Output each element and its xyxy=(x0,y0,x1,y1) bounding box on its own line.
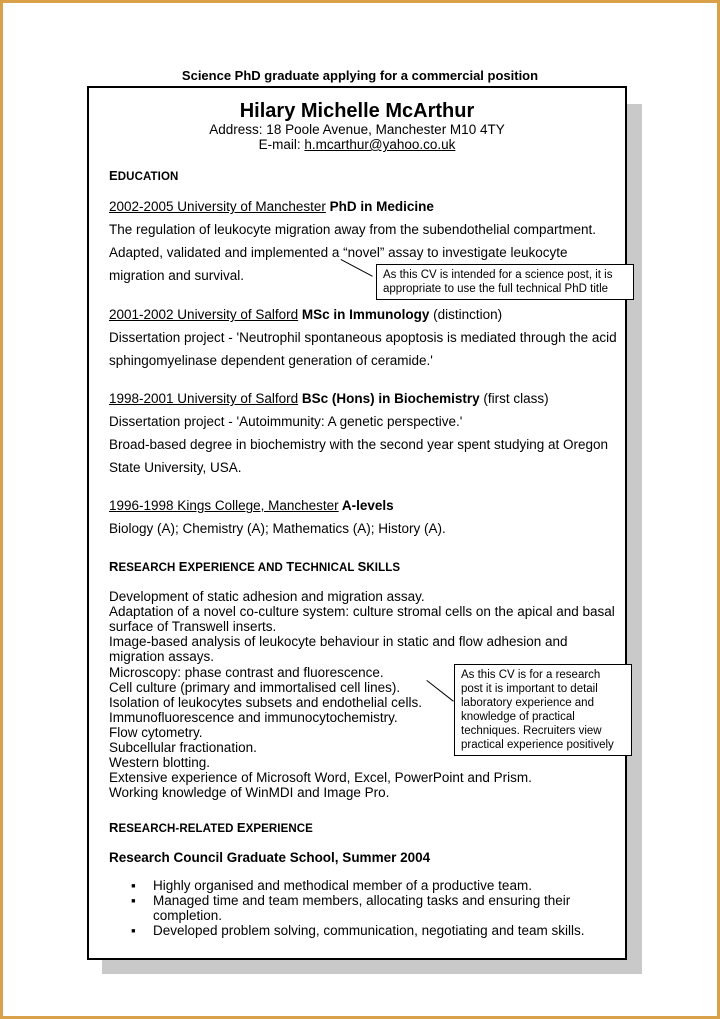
education-entry-phd-line: The regulation of leukocyte migration away from the subendothelial compartment. xyxy=(109,222,597,237)
research-skill-line: Subcellular fractionation. xyxy=(109,740,257,755)
education-entry-bsc-line: Dissertation project - 'Autoimmunity: A genetic perspective.' xyxy=(109,414,463,429)
education-entry-msc-line: Dissertation project - 'Neutrophil spontaneous apoptosis is mediated through the acid xyxy=(109,330,617,345)
callout-phd-title-note: As this CV is intended for a science post, it is appropriate to use the full technical PhD title xyxy=(376,264,634,300)
education-entry-msc-line: sphingomyelinase dependent generation of ceramide.' xyxy=(109,353,433,368)
callout-pointer xyxy=(341,259,373,277)
education-entry-phd-line: Adapted, validated and implemented a “novel” assay to investigate leukocyte xyxy=(109,245,568,260)
list-item: ▪ Highly organised and methodical member of a productive team. xyxy=(131,878,532,893)
research-skill-line: Immunofluorescence and immunocytochemistry. xyxy=(109,709,398,725)
bullet-icon: ▪ xyxy=(131,923,136,938)
education-entry-phd-title: 2002-2005 University of Manchester PhD in Medicine xyxy=(109,199,434,214)
education-entry-bsc-line: State University, USA. xyxy=(109,460,242,475)
list-item: ▪ Developed problem solving, communication, negotiating and team skills. xyxy=(131,923,585,938)
education-entry-bsc-title: 1998-2001 University of Salford BSc (Hons) in Biochemistry (first class) xyxy=(109,391,549,406)
email-label: E-mail: xyxy=(258,137,305,152)
education-entry-bsc-line: Broad-based degree in biochemistry with the second year spent studying at Oregon xyxy=(109,437,609,452)
cv-document xyxy=(87,86,627,960)
research-skill-line: Adaptation of a novel co-culture system: culture stromal cells on the apical and basal xyxy=(109,604,615,620)
email-link[interactable]: h.mcarthur@yahoo.co.uk xyxy=(304,137,456,152)
education-entry-msc-title: 2001-2002 University of Salford MSc in Immunology (distinction) xyxy=(109,307,503,322)
research-skill-line: surface of Transwell inserts. xyxy=(109,619,277,635)
page-caption: Science PhD graduate applying for a commercial position xyxy=(181,68,539,83)
education-entry-alevels-line: Biology (A); Chemistry (A); Mathematics (A); History (A). xyxy=(109,521,446,536)
research-skill-line: Western blotting. xyxy=(109,755,211,771)
achievements-list xyxy=(131,878,601,938)
research-skill-line: Microscopy: phase contrast and fluorescence. xyxy=(109,664,384,680)
research-skill-line: Cell culture (primary and immortalised cell lines). xyxy=(109,679,401,695)
research-skill-line: migration assays. xyxy=(109,649,215,665)
education-entry-phd-line: migration and survival. xyxy=(109,268,245,283)
research-skill-line: Isolation of leukocytes subsets and endothelial cells. xyxy=(109,694,422,710)
candidate-name: Hilary Michelle McArthur xyxy=(239,100,475,122)
research-skill-line: Flow cytometry. xyxy=(109,724,203,740)
callout-pointer xyxy=(426,680,453,702)
education-entry-alevels-title: 1996-1998 Kings College, Manchester A-levels xyxy=(109,498,394,513)
graduate-school-subheading: Research Council Graduate School, Summer 2004 xyxy=(109,850,431,865)
research-skill-line: Extensive experience of Microsoft Word, Excel, PowerPoint and Prism. xyxy=(109,770,532,786)
callout-research-note: As this CV is for a research post it is important to detail laboratory experience and knowledge of practical techniques. Recruiters view practical experience positively xyxy=(454,664,632,756)
research-skill-line: Development of static adhesion and migration assay. xyxy=(109,589,425,604)
candidate-address: Address: 18 Poole Avenue, Manchester M10 4TY xyxy=(209,122,505,137)
research-related-heading: RESEARCH-RELATED EXPERIENCE xyxy=(109,820,313,835)
list-item: ▪ Managed time and team members, allocating tasks and ensuring their completion. xyxy=(131,893,571,923)
bullet-icon: ▪ xyxy=(131,893,136,908)
candidate-email-line xyxy=(89,137,625,152)
bullet-icon: ▪ xyxy=(131,878,136,893)
research-skill-line: Working knowledge of WinMDI and Image Pro. xyxy=(109,785,390,801)
research-skills-heading: RESEARCH EXPERIENCE AND TECHNICAL SKILLS xyxy=(109,559,401,574)
education-heading: EDUCATION xyxy=(109,168,179,183)
research-skill-line: Image-based analysis of leukocyte behaviour in static and flow adhesion and xyxy=(109,634,568,650)
